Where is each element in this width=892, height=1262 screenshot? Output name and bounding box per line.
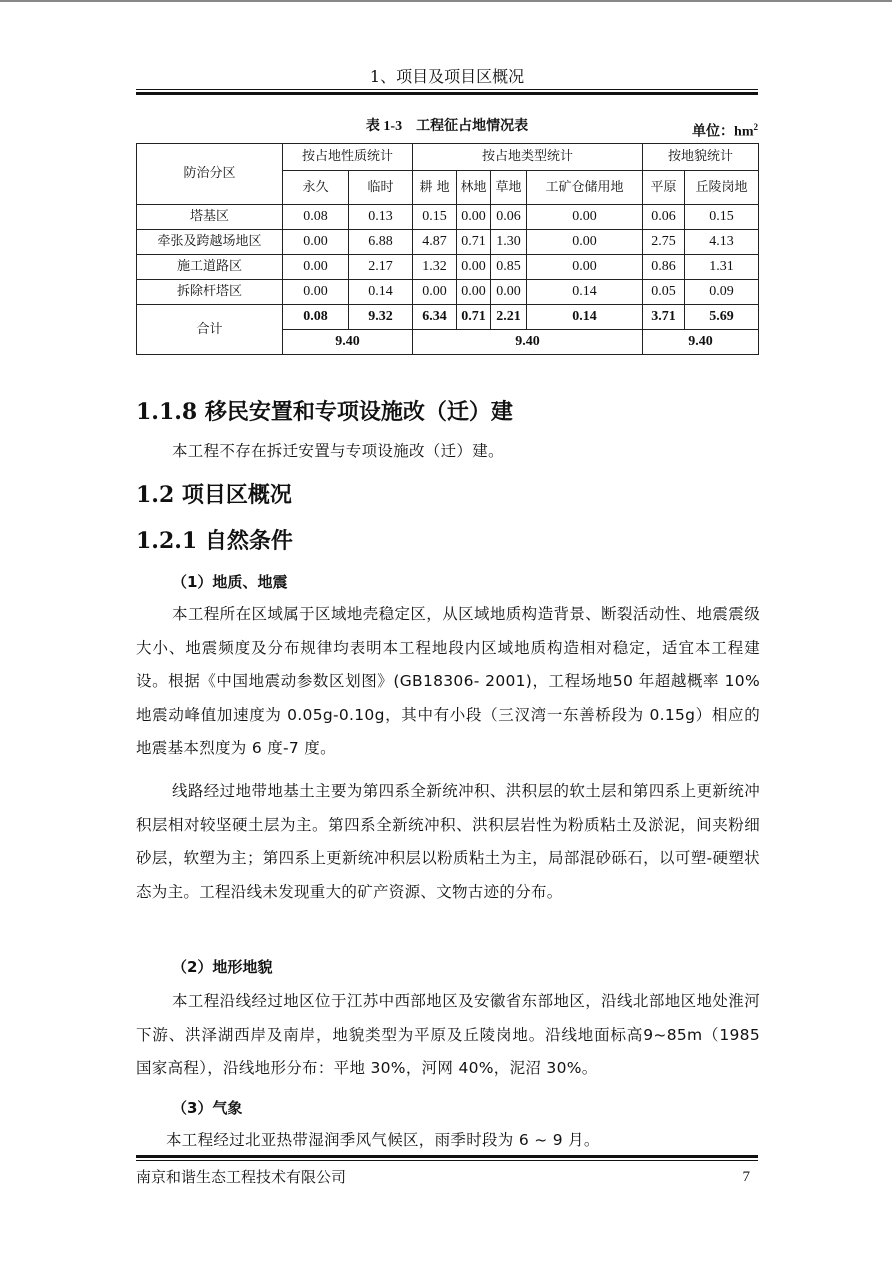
cell-temporary: 0.13: [349, 205, 413, 230]
paragraph-terrain: 本工程沿线经过地区位于江苏中西部地区及安徽省东部地区，沿线北部地区地处淮河下游、洪泽湖西岸及南岸，地貌类型为平原及丘陵岗地。沿线地面标高9~85m（1985 国家高程），沿线地形分布：平地 30%，河网 40%，泥沼 30%。: [136, 992, 760, 1078]
table-unit: [692, 116, 758, 144]
header-farmland: 耕 地: [413, 171, 457, 205]
cell-permanent: 0.00: [283, 255, 349, 280]
cell-forest: 0.00: [457, 205, 491, 230]
cell-permanent: 0.08: [283, 205, 349, 230]
table-row: [137, 230, 759, 255]
cell-farmland: 4.87: [413, 230, 457, 255]
page-number: 7: [742, 1169, 750, 1185]
page-top-edge: [0, 0, 892, 2]
header-rule-thick: [136, 92, 758, 95]
cell-temporary: 2.17: [349, 255, 413, 280]
cell-plain: 0.05: [643, 280, 685, 305]
cell-total-temporary: 9.32: [349, 305, 413, 330]
cell-forest: 0.71: [457, 230, 491, 255]
cell-industrial: 0.00: [527, 205, 643, 230]
cell-plain: 0.06: [643, 205, 685, 230]
cell-sum-nature: 9.40: [283, 330, 413, 355]
header-zone: 防治分区: [137, 144, 283, 205]
table-row: [137, 280, 759, 305]
subheading-terrain: （2）地形地貌: [172, 958, 273, 976]
paragraph-geology-2: 线路经过地带地基土主要为第四系全新统冲积、洪积层的软土层和第四系上更新统冲积层相对较坚硬土层为主。第四系全新统冲积、洪积层岩性为粉质粘土及淤泥，间夹粉细砂层，软塑为主；第四系上更新统冲积层以粉质粘土为主，局部混砂砾石，以可塑-硬塑状态为主。工程沿线未发现重大的矿产资源、文物古迹的分布。: [136, 782, 760, 901]
cell-total-farmland: 6.34: [413, 305, 457, 330]
cell-grass: 1.30: [491, 230, 527, 255]
cell-plain: 2.75: [643, 230, 685, 255]
table-row: [137, 255, 759, 280]
cell-total-industrial: 0.14: [527, 305, 643, 330]
cell-farmland: 0.00: [413, 280, 457, 305]
paragraph-geology-1: 本工程所在区域属于区域地壳稳定区，从区域地质构造背景、断裂活动性、地震震级大小、地震频度及分布规律均表明本工程地段内区域地质构造相对稳定，适宜本工程建设。根据《中国地震动参数区划图》(GB18306- 2001)，工程场地50 年超越概率 10%地震动峰值加速度为 0.05g-0.10g，其中有小段（三汊湾一东善桥段为 0.15g）相应的地震基本烈度为 6 度-7 度。: [136, 605, 760, 758]
table-total-row: [137, 305, 759, 330]
header-by-landform: 按地貌统计: [643, 144, 759, 171]
paragraph-climate: 本工程经过北亚热带湿润季风气候区，雨季时段为 6 ~ 9 月。: [166, 1131, 600, 1149]
land-occupation-table: [136, 143, 759, 355]
cell-hill: 0.15: [685, 205, 759, 230]
cell-farmland: 0.15: [413, 205, 457, 230]
subheading-geology: （1）地质、地震: [172, 573, 288, 591]
footer-rule-thick: [136, 1155, 758, 1158]
cell-total-plain: 3.71: [643, 305, 685, 330]
cell-zone: 塔基区: [137, 205, 283, 230]
heading-1-2: 1.2 项目区概况: [136, 482, 292, 508]
cell-temporary: 6.88: [349, 230, 413, 255]
header-rule-thin: [136, 89, 758, 90]
cell-plain: 0.86: [643, 255, 685, 280]
cell-grass: 0.06: [491, 205, 527, 230]
table-row: [137, 205, 759, 230]
table-unit-text: 单位：hm: [692, 124, 754, 140]
heading-1-2-1: 1.2.1 自然条件: [136, 528, 293, 554]
header-hill: 丘陵岗地: [685, 171, 759, 205]
cell-grass: 0.85: [491, 255, 527, 280]
cell-industrial: 0.00: [527, 255, 643, 280]
table-unit-sup: 2: [753, 122, 758, 132]
cell-grass: 0.00: [491, 280, 527, 305]
table-title: 表 1-3 工程征占地情况表: [365, 119, 529, 134]
cell-total-permanent: 0.08: [283, 305, 349, 330]
table-caption: [136, 116, 758, 138]
cell-total-forest: 0.71: [457, 305, 491, 330]
header-by-type: 按占地类型统计: [413, 144, 643, 171]
header-grass: 草地: [491, 171, 527, 205]
header-temporary: 临时: [349, 171, 413, 205]
cell-permanent: 0.00: [283, 230, 349, 255]
header-by-nature: 按占地性质统计: [283, 144, 413, 171]
header-industrial: 工矿仓储用地: [527, 171, 643, 205]
cell-total-hill: 5.69: [685, 305, 759, 330]
running-header: 1、项目及项目区概况: [369, 67, 525, 86]
cell-hill: 1.31: [685, 255, 759, 280]
cell-hill: 4.13: [685, 230, 759, 255]
cell-zone: 施工道路区: [137, 255, 283, 280]
footer-rule-thin: [136, 1160, 758, 1161]
cell-sum-type: 9.40: [413, 330, 643, 355]
cell-sum-landform: 9.40: [643, 330, 759, 355]
cell-industrial: 0.14: [527, 280, 643, 305]
cell-temporary: 0.14: [349, 280, 413, 305]
cell-farmland: 1.32: [413, 255, 457, 280]
cell-forest: 0.00: [457, 280, 491, 305]
cell-permanent: 0.00: [283, 280, 349, 305]
footer-company: 南京和谐生态工程技术有限公司: [136, 1168, 347, 1186]
cell-hill: 0.09: [685, 280, 759, 305]
cell-industrial: 0.00: [527, 230, 643, 255]
header-permanent: 永久: [283, 171, 349, 205]
cell-zone: 拆除杆塔区: [137, 280, 283, 305]
header-plain: 平原: [643, 171, 685, 205]
subheading-climate: （3）气象: [172, 1099, 243, 1117]
heading-1-1-8: 1.1.8 移民安置和专项设施改（迁）建: [136, 399, 513, 425]
paragraph-1-1-8: 本工程不存在拆迁安置与专项设施改（迁）建。: [172, 442, 504, 460]
cell-total-grass: 2.21: [491, 305, 527, 330]
cell-zone: 牵张及跨越场地区: [137, 230, 283, 255]
cell-forest: 0.00: [457, 255, 491, 280]
cell-total-label: 合计: [137, 305, 283, 355]
header-forest: 林地: [457, 171, 491, 205]
